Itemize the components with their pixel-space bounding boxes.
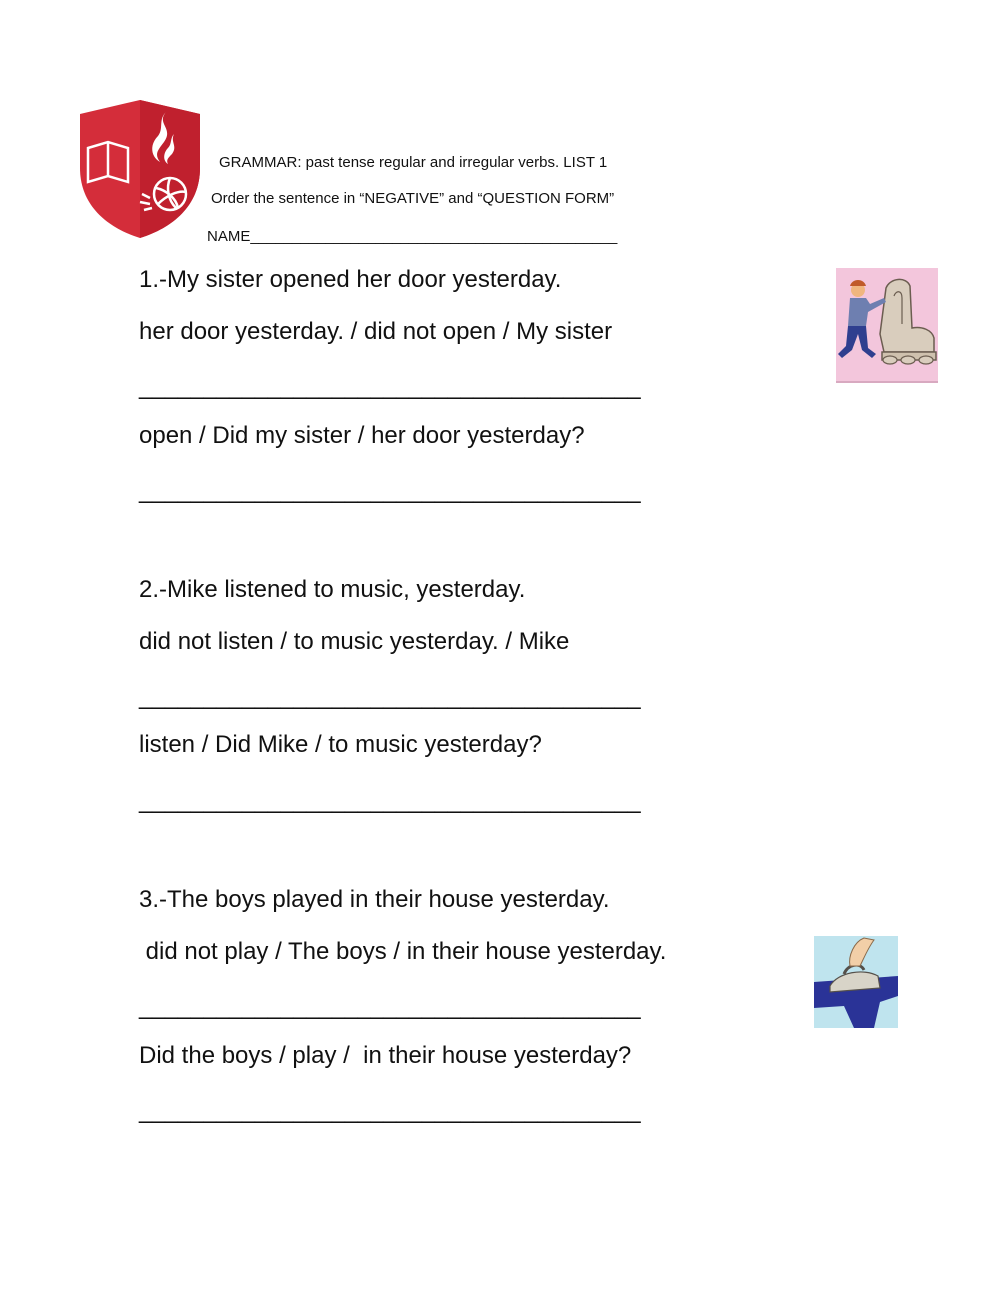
exercise-3-sentence: 3.-The boys played in their house yesterday. [139,886,610,913]
hand-ironing-shirt-picture [814,936,898,1028]
exercise-1-negative-answer-line[interactable]: _______________________________________ [139,373,641,400]
exercise-3-negative-prompt: did not play / The boys / in their house yesterday. [139,938,667,965]
exercise-2-negative-prompt: did not listen / to music yesterday. / Mike [139,628,570,655]
exercise-3-question-answer-line[interactable]: _______________________________________ [139,1097,641,1124]
school-crest-logo [78,98,202,240]
worksheet-title: GRAMMAR: past tense regular and irregular verbs. LIST 1 [219,154,608,171]
exercise-1-question-answer-line[interactable]: _______________________________________ [139,477,641,504]
worksheet-instruction: Order the sentence in “NEGATIVE” and “QUESTION FORM” [211,190,615,207]
exercise-2-negative-answer-line[interactable]: _______________________________________ [139,683,641,710]
exercise-1-negative-prompt: her door yesterday. / did not open / My sister [139,318,613,345]
exercise-1-sentence: 1.-My sister opened her door yesterday. [139,266,562,293]
exercise-3-negative-answer-line[interactable]: _______________________________________ [139,993,641,1020]
exercise-2-sentence: 2.-Mike listened to music, yesterday. [139,576,526,603]
exercise-2-question-answer-line[interactable]: _______________________________________ [139,787,641,814]
exercise-2-question-prompt: listen / Did Mike / to music yesterday? [139,731,542,758]
exercise-1-question-prompt: open / Did my sister / her door yesterday? [139,422,585,449]
exercise-3-question-prompt: Did the boys / play / in their house yesterday? [139,1042,632,1069]
name-field[interactable]: NAME____________________________________________ [207,228,618,245]
person-pushing-armchair-picture [836,268,938,384]
